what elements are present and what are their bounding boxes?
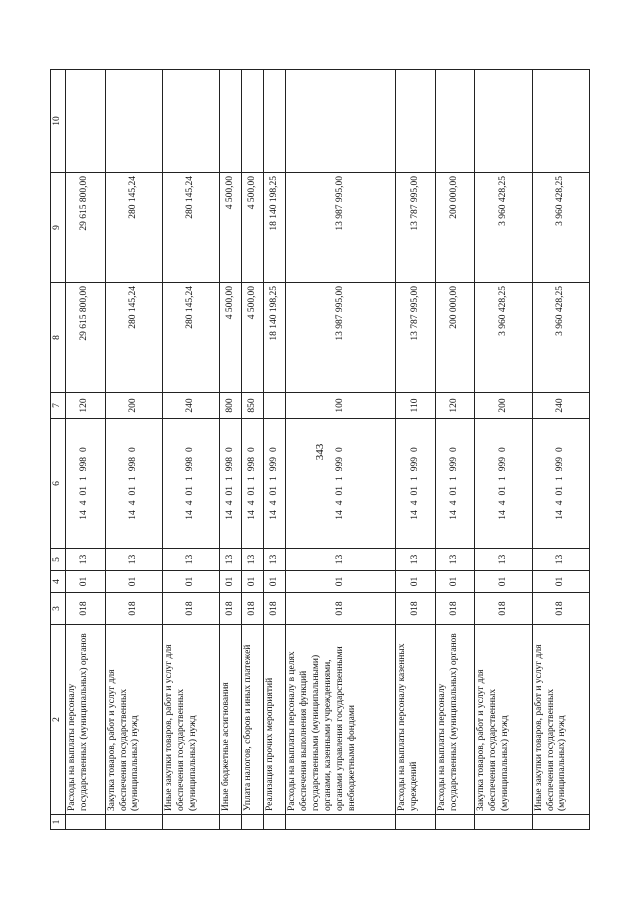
code-segment: 4 bbox=[185, 500, 196, 506]
code-segment: 14 bbox=[334, 510, 345, 520]
code-segment: 01 bbox=[409, 486, 420, 496]
cell-col7: 850 bbox=[242, 393, 264, 419]
cell-name: Иные закупки товаров, работ и услуг для обеспечения государственных (муниципальных) нужд bbox=[162, 625, 219, 815]
code-segment: 4 bbox=[268, 500, 279, 506]
cell-col4: 01 bbox=[66, 571, 106, 593]
cell-col7: 200 bbox=[475, 393, 532, 419]
cell-code bbox=[162, 419, 219, 549]
cell-col7: 120 bbox=[435, 393, 475, 419]
table-row bbox=[264, 70, 286, 830]
cell-col3: 018 bbox=[286, 593, 396, 625]
cell-col4: 01 bbox=[435, 571, 475, 593]
cell-col5: 13 bbox=[475, 549, 532, 571]
code-segment: 1 bbox=[246, 476, 257, 481]
code-segment: 999 bbox=[449, 457, 460, 472]
code-segment: 0 bbox=[79, 447, 90, 452]
cell-name: Закупка товаров, работ и услуг для обеспечения государственных (муниципальных) нужд bbox=[105, 625, 162, 815]
cell-col4: 01 bbox=[162, 571, 219, 593]
cell-col8: 4 500,00 bbox=[242, 283, 264, 393]
budget-table bbox=[50, 69, 590, 830]
cell-col8: 3 960 428,25 bbox=[532, 283, 589, 393]
table-row bbox=[396, 70, 436, 830]
cell-name: Иные закупки товаров, работ и услуг для обеспечения государственных (муниципальных) нужд bbox=[532, 625, 589, 815]
cell-col5: 13 bbox=[435, 549, 475, 571]
cell-col10 bbox=[66, 70, 106, 173]
cell-col5: 13 bbox=[286, 549, 396, 571]
code-segment: 0 bbox=[449, 447, 460, 452]
cell-code bbox=[532, 419, 589, 549]
code-segment: 01 bbox=[224, 486, 235, 496]
code-segment: 1 bbox=[268, 476, 279, 481]
code-segment: 14 bbox=[497, 510, 508, 520]
cell-col3: 018 bbox=[105, 593, 162, 625]
cell-name: Уплата налогов, сборов и иных платежей bbox=[242, 625, 264, 815]
cell-code bbox=[264, 419, 286, 549]
code-segment: 999 bbox=[409, 457, 420, 472]
cell-col10 bbox=[475, 70, 532, 173]
code-segment: 4 bbox=[497, 500, 508, 506]
code-segment: 14 bbox=[554, 510, 565, 520]
cell-col7: 200 bbox=[105, 393, 162, 419]
page-number: 343 bbox=[314, 443, 326, 461]
code-segment: 01 bbox=[185, 486, 196, 496]
cell-col9: 29 615 800,00 bbox=[66, 173, 106, 283]
header-cell: 2 bbox=[51, 625, 66, 815]
cell-name: Расходы на выплаты персоналу государственных (муниципальных) органов bbox=[435, 625, 475, 815]
code-segment: 14 bbox=[246, 510, 257, 520]
code-segment: 0 bbox=[127, 447, 138, 452]
code-segment: 998 bbox=[246, 457, 257, 472]
cell-code bbox=[105, 419, 162, 549]
cell-col9: 18 140 198,25 bbox=[264, 173, 286, 283]
code-segment: 4 bbox=[554, 500, 565, 506]
cell-col5: 13 bbox=[532, 549, 589, 571]
code-segment: 998 bbox=[224, 457, 235, 472]
cell-col3: 018 bbox=[475, 593, 532, 625]
code-segment: 999 bbox=[334, 457, 345, 472]
cell-name: Расходы на выплаты персоналу в целях обеспечения выполнения функций государственными (муниципальными) органами, казенными учреждениями, органами управления государственными внебюджетными фондами bbox=[286, 625, 396, 815]
cell-col10 bbox=[396, 70, 436, 173]
cell-col9: 3 960 428,25 bbox=[532, 173, 589, 283]
code-segment: 01 bbox=[334, 486, 345, 496]
code-segment: 14 bbox=[127, 510, 138, 520]
cell-col9: 200 000,00 bbox=[435, 173, 475, 283]
code-segment: 4 bbox=[409, 500, 420, 506]
code-segment: 01 bbox=[127, 486, 138, 496]
code-segment: 1 bbox=[334, 476, 345, 481]
cell-code bbox=[286, 419, 396, 549]
cell-col10 bbox=[264, 70, 286, 173]
cell-col5: 13 bbox=[242, 549, 264, 571]
cell-col4: 01 bbox=[396, 571, 436, 593]
table-row bbox=[532, 70, 589, 830]
table-row bbox=[105, 70, 162, 830]
cell-name: Иные бюджетные ассигнования bbox=[220, 625, 242, 815]
code-segment: 999 bbox=[268, 457, 279, 472]
code-segment: 14 bbox=[409, 510, 420, 520]
code-segment: 998 bbox=[127, 457, 138, 472]
code-segment: 4 bbox=[246, 500, 257, 506]
cell-code bbox=[242, 419, 264, 549]
cell-col8: 18 140 198,25 bbox=[264, 283, 286, 393]
code-segment: 0 bbox=[497, 447, 508, 452]
cell-col9: 280 145,24 bbox=[105, 173, 162, 283]
cell-col9: 4 500,00 bbox=[220, 173, 242, 283]
cell-col5: 13 bbox=[105, 549, 162, 571]
cell-col1 bbox=[162, 815, 219, 830]
code-segment: 0 bbox=[409, 447, 420, 452]
cell-col8: 280 145,24 bbox=[162, 283, 219, 393]
header-cell: 3 bbox=[51, 593, 66, 625]
code-segment: 1 bbox=[409, 476, 420, 481]
cell-col8: 29 615 800,00 bbox=[66, 283, 106, 393]
cell-col5: 13 bbox=[220, 549, 242, 571]
header-row bbox=[51, 70, 66, 830]
code-segment: 0 bbox=[246, 447, 257, 452]
code-segment: 14 bbox=[79, 510, 90, 520]
cell-col1 bbox=[105, 815, 162, 830]
table-row bbox=[66, 70, 106, 830]
cell-col10 bbox=[105, 70, 162, 173]
code-segment: 1 bbox=[449, 476, 460, 481]
cell-col1 bbox=[286, 815, 396, 830]
cell-col1 bbox=[242, 815, 264, 830]
header-cell: 8 bbox=[51, 283, 66, 393]
code-segment: 999 bbox=[554, 457, 565, 472]
cell-col1 bbox=[532, 815, 589, 830]
cell-col8: 280 145,24 bbox=[105, 283, 162, 393]
cell-col1 bbox=[396, 815, 436, 830]
cell-col7 bbox=[264, 393, 286, 419]
code-segment: 01 bbox=[79, 486, 90, 496]
header-cell: 10 bbox=[51, 70, 66, 173]
code-segment: 0 bbox=[224, 447, 235, 452]
cell-col4: 01 bbox=[264, 571, 286, 593]
code-segment: 0 bbox=[185, 447, 196, 452]
table-row bbox=[242, 70, 264, 830]
cell-col3: 018 bbox=[264, 593, 286, 625]
cell-col3: 018 bbox=[435, 593, 475, 625]
header-cell: 1 bbox=[51, 815, 66, 830]
cell-col8: 3 960 428,25 bbox=[475, 283, 532, 393]
code-segment: 4 bbox=[449, 500, 460, 506]
code-segment: 01 bbox=[268, 486, 279, 496]
code-segment: 1 bbox=[127, 476, 138, 481]
cell-col5: 13 bbox=[66, 549, 106, 571]
cell-col1 bbox=[264, 815, 286, 830]
cell-col7: 240 bbox=[532, 393, 589, 419]
table-row bbox=[475, 70, 532, 830]
code-segment: 0 bbox=[554, 447, 565, 452]
table-row bbox=[220, 70, 242, 830]
header-cell: 6 bbox=[51, 419, 66, 549]
cell-col7: 240 bbox=[162, 393, 219, 419]
cell-col3: 018 bbox=[162, 593, 219, 625]
cell-col7: 110 bbox=[396, 393, 436, 419]
header-cell: 4 bbox=[51, 571, 66, 593]
code-segment: 1 bbox=[224, 476, 235, 481]
cell-col3: 018 bbox=[66, 593, 106, 625]
budget-table-wrapper bbox=[50, 70, 590, 830]
cell-col8: 4 500,00 bbox=[220, 283, 242, 393]
cell-col10 bbox=[162, 70, 219, 173]
table-row bbox=[286, 70, 396, 830]
cell-col10 bbox=[532, 70, 589, 173]
code-segment: 1 bbox=[185, 476, 196, 481]
cell-col3: 018 bbox=[396, 593, 436, 625]
code-segment: 1 bbox=[79, 476, 90, 481]
table-row bbox=[435, 70, 475, 830]
cell-col10 bbox=[435, 70, 475, 173]
cell-code bbox=[435, 419, 475, 549]
code-segment: 01 bbox=[246, 486, 257, 496]
code-segment: 1 bbox=[497, 476, 508, 481]
table-body bbox=[51, 70, 590, 830]
cell-code bbox=[220, 419, 242, 549]
code-segment: 4 bbox=[224, 500, 235, 506]
cell-col4: 01 bbox=[532, 571, 589, 593]
cell-col9: 3 960 428,25 bbox=[475, 173, 532, 283]
code-segment: 1 bbox=[554, 476, 565, 481]
cell-col4: 01 bbox=[242, 571, 264, 593]
cell-col3: 018 bbox=[242, 593, 264, 625]
cell-name: Расходы на выплаты персоналу казенных учреждений bbox=[396, 625, 436, 815]
code-segment: 998 bbox=[79, 457, 90, 472]
code-segment: 999 bbox=[497, 457, 508, 472]
cell-col4: 01 bbox=[475, 571, 532, 593]
header-cell: 5 bbox=[51, 549, 66, 571]
cell-col10 bbox=[242, 70, 264, 173]
cell-col9: 13 987 995,00 bbox=[286, 173, 396, 283]
cell-col1 bbox=[220, 815, 242, 830]
cell-col7: 800 bbox=[220, 393, 242, 419]
cell-col10 bbox=[286, 70, 396, 173]
code-segment: 14 bbox=[268, 510, 279, 520]
code-segment: 4 bbox=[334, 500, 345, 506]
cell-col1 bbox=[475, 815, 532, 830]
header-cell: 9 bbox=[51, 173, 66, 283]
cell-col3: 018 bbox=[220, 593, 242, 625]
code-segment: 01 bbox=[554, 486, 565, 496]
code-segment: 14 bbox=[449, 510, 460, 520]
cell-col8: 200 000,00 bbox=[435, 283, 475, 393]
cell-col7: 100 bbox=[286, 393, 396, 419]
cell-name: Закупка товаров, работ и услуг для обеспечения государственных (муниципальных) нужд bbox=[475, 625, 532, 815]
code-segment: 998 bbox=[185, 457, 196, 472]
cell-name: Расходы на выплаты персоналу государственных (муниципальных) органов bbox=[66, 625, 106, 815]
code-segment: 0 bbox=[334, 447, 345, 452]
cell-col9: 4 500,00 bbox=[242, 173, 264, 283]
cell-col5: 13 bbox=[264, 549, 286, 571]
cell-name: Реализация прочих мероприятий bbox=[264, 625, 286, 815]
cell-col4: 01 bbox=[220, 571, 242, 593]
code-segment: 01 bbox=[449, 486, 460, 496]
cell-col1 bbox=[435, 815, 475, 830]
cell-col9: 13 787 995,00 bbox=[396, 173, 436, 283]
code-segment: 14 bbox=[185, 510, 196, 520]
cell-col4: 01 bbox=[105, 571, 162, 593]
cell-col3: 018 bbox=[532, 593, 589, 625]
code-segment: 4 bbox=[127, 500, 138, 506]
header-cell: 7 bbox=[51, 393, 66, 419]
cell-col5: 13 bbox=[396, 549, 436, 571]
cell-code bbox=[475, 419, 532, 549]
cell-col8: 13 787 995,00 bbox=[396, 283, 436, 393]
cell-col10 bbox=[220, 70, 242, 173]
cell-col9: 280 145,24 bbox=[162, 173, 219, 283]
cell-col8: 13 987 995,00 bbox=[286, 283, 396, 393]
code-segment: 14 bbox=[224, 510, 235, 520]
code-segment: 01 bbox=[497, 486, 508, 496]
cell-code bbox=[396, 419, 436, 549]
cell-code bbox=[66, 419, 106, 549]
cell-col1 bbox=[66, 815, 106, 830]
cell-col7: 120 bbox=[66, 393, 106, 419]
code-segment: 0 bbox=[268, 447, 279, 452]
cell-col4: 01 bbox=[286, 571, 396, 593]
table-row bbox=[162, 70, 219, 830]
cell-col5: 13 bbox=[162, 549, 219, 571]
code-segment: 4 bbox=[79, 500, 90, 506]
